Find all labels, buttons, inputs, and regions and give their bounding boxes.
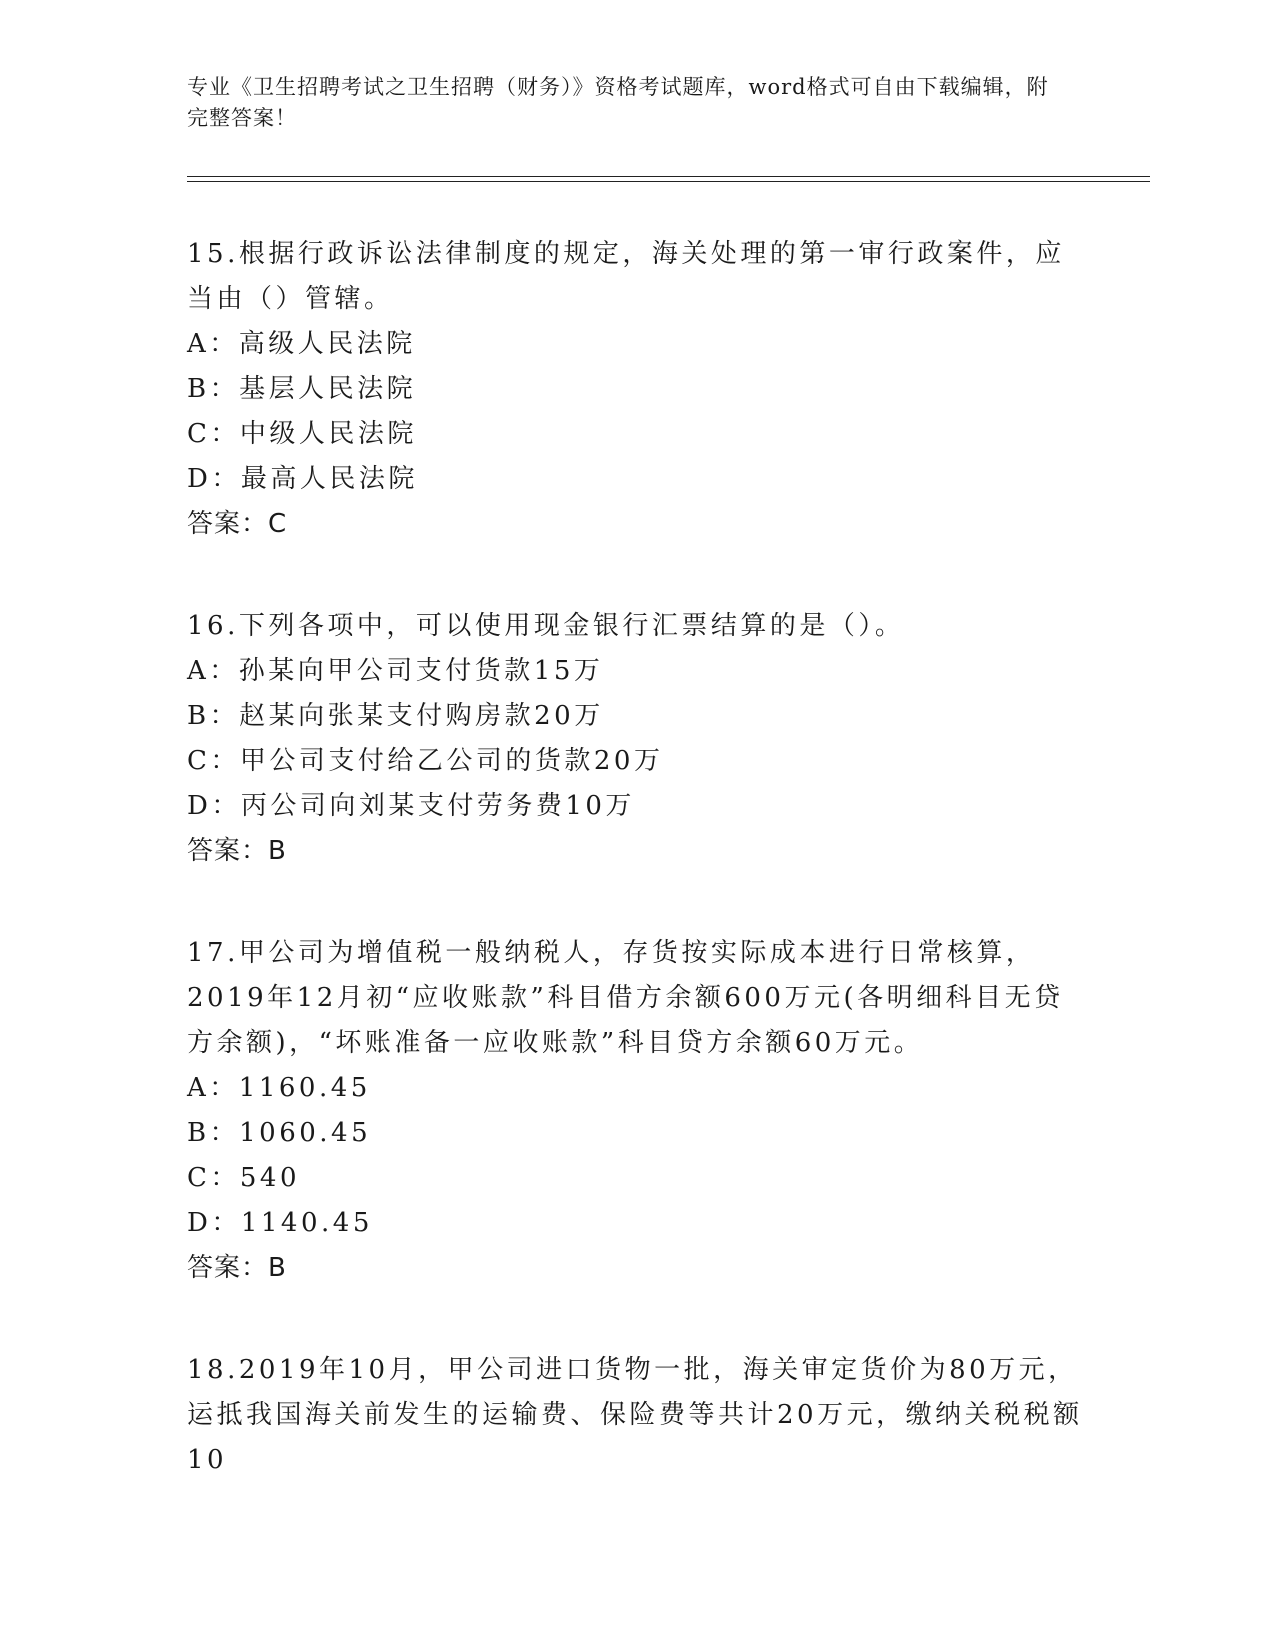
question-text: 15.根据行政诉讼法律制度的规定，海关处理的第一审行政案件，应当由（）管辖。 (187, 239, 1065, 314)
header-rule-bottom (187, 181, 1150, 182)
option-a: A：孙某向甲公司支付货款15万 (187, 656, 604, 686)
option-b: B：1060.45 (187, 1118, 372, 1148)
header-rule-top (187, 176, 1150, 177)
question-list (187, 232, 1087, 1540)
question-16 (187, 604, 1087, 874)
option-a: A：1160.45 (187, 1073, 371, 1103)
question-text: 16.下列各项中，可以使用现金银行汇票结算的是（）。 (187, 611, 905, 641)
document-header: 专业《卫生招聘考试之卫生招聘（财务）》资格考试题库，word格式可自由下载编辑，附完整答案！ (187, 75, 1049, 130)
question-text: 17.甲公司为增值税一般纳税人，存货按实际成本进行日常核算，2019年12月初“应收账款”科目借方余额600万元(各明细科目无贷方余额)，“坏账准备一应收账款”科目贷方余额60万元。 (187, 938, 1064, 1058)
option-d: D：1140.45 (187, 1208, 373, 1238)
question-15 (187, 232, 1087, 547)
option-b: B：基层人民法院 (187, 374, 417, 404)
question-18 (187, 1348, 1087, 1483)
question-17 (187, 931, 1087, 1291)
option-d: D：丙公司向刘某支付劳务费10万 (187, 791, 635, 821)
option-c: C：甲公司支付给乙公司的货款20万 (187, 746, 664, 776)
answer-line: 答案：B (187, 1253, 287, 1283)
option-c: C：540 (187, 1163, 301, 1193)
answer-line: 答案：C (187, 509, 288, 539)
option-b: B：赵某向张某支付购房款20万 (187, 701, 604, 731)
option-c: C：中级人民法院 (187, 419, 417, 449)
option-d: D：最高人民法院 (187, 464, 418, 494)
answer-line: 答案：B (187, 836, 287, 866)
option-a: A：高级人民法院 (187, 329, 416, 359)
question-text: 18.2019年10月，甲公司进口货物一批，海关审定货价为80万元，运抵我国海关前发生的运输费、保险费等共计20万元，缴纳关税税额10 (187, 1355, 1083, 1475)
